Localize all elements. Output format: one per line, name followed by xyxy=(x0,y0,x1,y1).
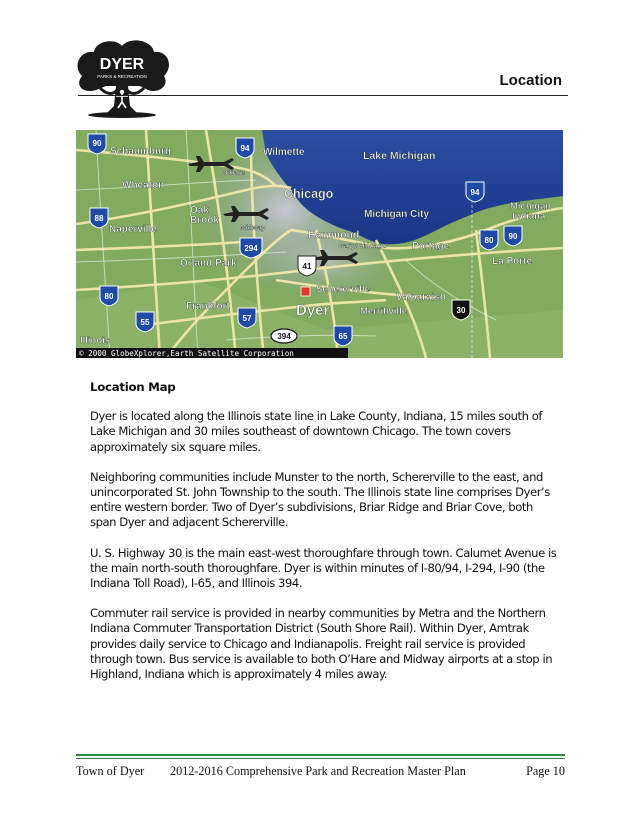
svg-text:80: 80 xyxy=(104,292,114,301)
svg-text:41: 41 xyxy=(302,262,312,271)
label-schaumburg: Schaumburg xyxy=(110,146,172,157)
label-naperville: Naperville xyxy=(109,224,157,235)
label-gary-chicago: Gary/Chicago xyxy=(338,241,387,250)
section-heading: Location Map xyxy=(90,380,176,394)
label-lake-michigan: Lake Michigan xyxy=(363,150,436,162)
label-orland-park: Orland Park xyxy=(180,258,237,269)
i88-shield-icon xyxy=(90,208,108,228)
svg-text:30: 30 xyxy=(456,306,466,315)
svg-text:294: 294 xyxy=(244,244,258,253)
i294-shield-icon xyxy=(240,238,262,258)
svg-text:90: 90 xyxy=(92,139,102,148)
i80-shield-icon xyxy=(100,286,118,306)
map-credit: © 2000 GlobeXplorer,Earth Satellite Corporation xyxy=(79,349,294,358)
label-chicago: Chicago xyxy=(284,187,334,201)
i90-shield-icon xyxy=(88,134,106,154)
i80-east-shield-icon xyxy=(480,230,498,250)
svg-text:90: 90 xyxy=(508,232,518,241)
svg-text:55: 55 xyxy=(140,318,150,327)
svg-text:394: 394 xyxy=(277,332,291,341)
label-portage: Portage xyxy=(412,241,450,252)
label-la-porte: La Porte xyxy=(492,256,533,267)
svg-text:57: 57 xyxy=(242,314,252,323)
logo-subtitle: PARKS & RECREATION xyxy=(97,74,147,79)
logo-name: DYER xyxy=(99,56,145,73)
page-title: Location xyxy=(499,72,562,89)
label-hammond: Hammond xyxy=(308,229,360,241)
label-oak-brook: Oak Brook xyxy=(190,205,219,226)
label-frankfort: Frankfort xyxy=(186,301,230,312)
svg-text:80: 80 xyxy=(484,236,494,245)
label-valparaiso: Valparaiso xyxy=(396,292,447,303)
page-number: Page 10 xyxy=(526,764,565,778)
paragraph-transit: Commuter rail service is provided in nearby communities by Metra and the Northern Indiana Commuter Transportation District (South Shore Rail). Within Dyer, Amtrak provides daily service to Chicago and Indianapolis. Freight rail service is provided through town. Bus service is available to both O’Hare and Midway airports at a stop in Highland, Indiana which is approximately 4 miles away. xyxy=(90,606,553,682)
footer-plan-title: 2012-2016 Comprehensive Park and Recreation Master Plan xyxy=(170,764,466,778)
footer-divider xyxy=(76,754,565,756)
label-midway: Midway xyxy=(240,225,266,232)
i90-east-shield-icon xyxy=(504,226,522,246)
label-illinois: Illinois xyxy=(80,335,111,346)
paragraph-highways: U. S. Highway 30 is the main east-west thoroughfare through town. Calumet Avenue is the main north-south thoroughfare. Dyer is within minutes of I-80/94, I-294, I-90 (the Indiana Toll Road), I-65, and Illinois 394. xyxy=(90,545,557,591)
i94-shield-icon xyxy=(236,138,254,158)
paragraph-location: Dyer is located along the Illinois state line in Lake County, Indiana, 15 miles south of Lake Michigan and 30 miles southeast of downtown Chicago. The town covers approximately six square miles. xyxy=(90,409,543,454)
label-michigan-indiana: Michigan Indiana xyxy=(510,201,552,222)
il394-shield-icon xyxy=(271,329,297,343)
i94-east-shield-icon xyxy=(466,182,484,202)
label-wilmette: Wilmette xyxy=(263,147,305,158)
i55-shield-icon xyxy=(136,312,154,332)
us30-shield-icon xyxy=(452,300,470,320)
location-map xyxy=(76,130,563,358)
header-divider xyxy=(78,95,568,96)
svg-text:94: 94 xyxy=(470,188,480,197)
label-schererville: Schererville xyxy=(316,284,370,295)
us41-shield-icon xyxy=(298,256,316,276)
i65-shield-icon xyxy=(334,326,352,346)
paragraph-neighbors: Neighboring communities include Munster to the north, Schererville to the east, and unincorporated St. John Township to the south. The Illinois state line comprises Dyer’s entire western border. Two of Dyer’s subdivisions, Briar Ridge and Briar Cove, both span Dyer and adjacent Schererville. xyxy=(90,469,550,530)
footer-divider-thin xyxy=(76,758,565,759)
svg-text:65: 65 xyxy=(338,332,348,341)
svg-text:94: 94 xyxy=(240,144,250,153)
label-ohare: O'Hare xyxy=(222,170,245,177)
dyer-parks-logo xyxy=(70,36,174,120)
footer-town: Town of Dyer xyxy=(76,764,145,778)
i57-shield-icon xyxy=(238,308,256,328)
label-wheaton: Wheaton xyxy=(122,180,165,191)
svg-text:88: 88 xyxy=(94,214,104,223)
label-dyer: Dyer xyxy=(296,302,330,319)
dyer-location-marker xyxy=(301,287,310,296)
label-merrillville: Merrillville xyxy=(360,306,407,317)
label-michigan-city: Michigan City xyxy=(364,209,430,220)
location-description xyxy=(90,380,560,697)
